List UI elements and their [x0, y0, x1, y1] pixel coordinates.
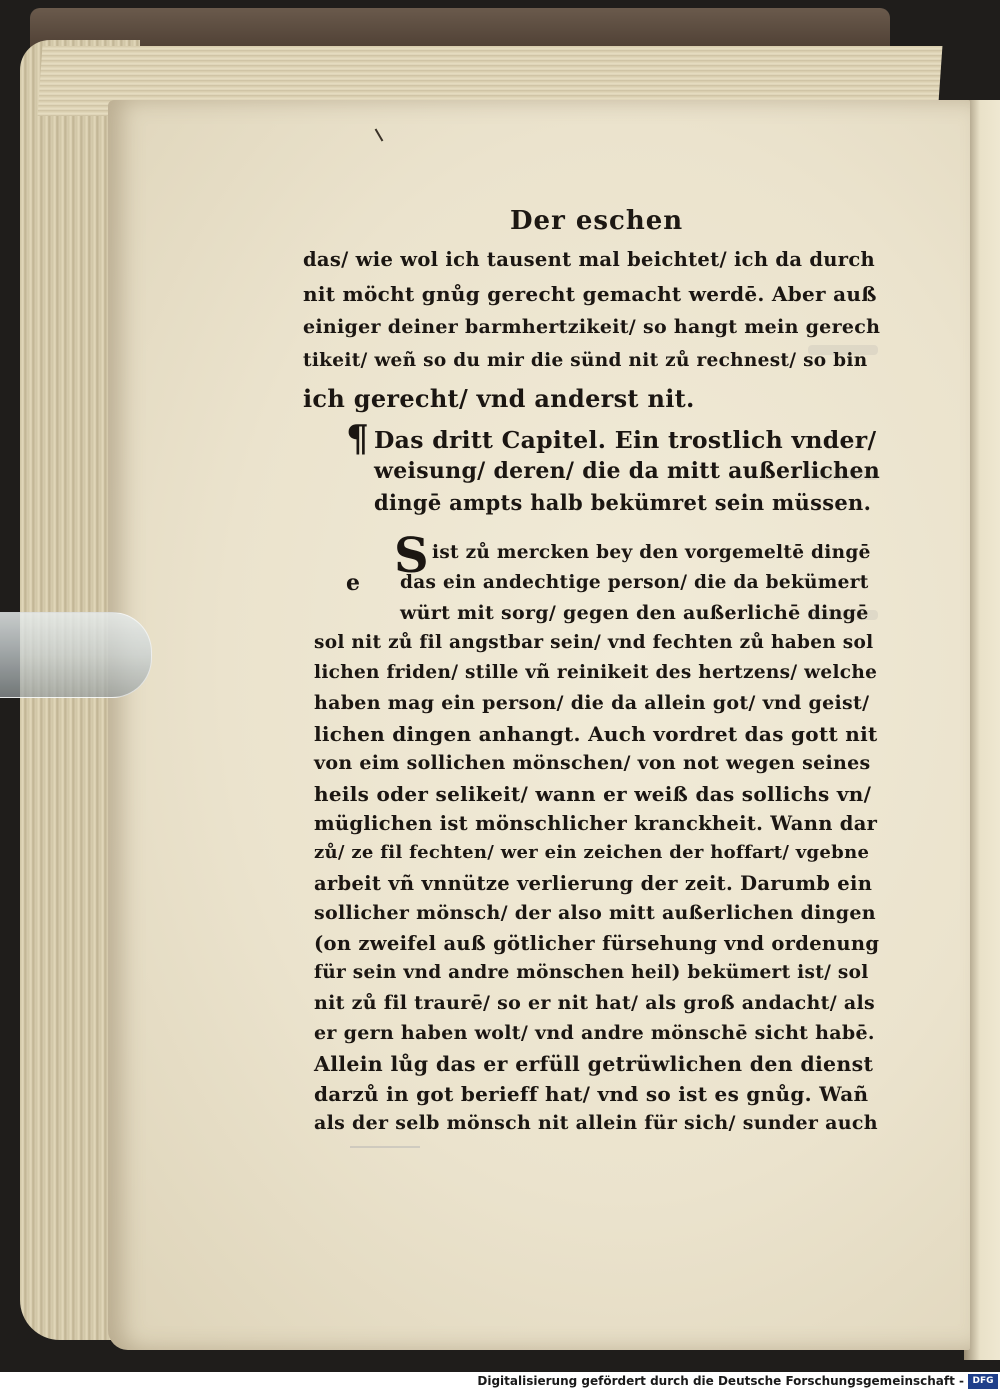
text-line: tikeit/ weñ so du mir die sünd nit zů rechnest/ so bin — [303, 350, 868, 371]
text-line: würt mit sorg/ gegen den außerlichē dingē — [400, 602, 869, 624]
text-line: haben mag ein person/ die da allein got/ vnd geist/ — [314, 692, 870, 714]
text-line: sollicher mönsch/ der also mitt außerlichen dingen — [314, 902, 876, 924]
text-line: nit möcht gnůg gerecht gemacht werdē. Aber auß — [303, 282, 877, 306]
text-line: lichen dingen anhangt. Auch vordret das gott nit — [314, 722, 878, 746]
page-holder-clip — [0, 612, 152, 698]
heading-line: Das dritt Capitel. Ein trostlich vnder/ — [374, 426, 877, 454]
text-line: das ein andechtige person/ die da bekümert — [400, 572, 869, 593]
text-line: er gern haben wolt/ vnd andre mönschē sicht habē. — [314, 1022, 875, 1044]
heading-line: dingē ampts halb bekümret sein müssen. — [374, 490, 872, 515]
text-line: einiger deiner barmhertzikeit/ so hangt mein gerech — [303, 316, 881, 338]
running-header: Der eschen — [510, 206, 684, 236]
chapter-mark: ¶ — [346, 418, 369, 460]
heading-line: weisung/ deren/ die da mitt außerlichen — [374, 458, 881, 484]
text-line: als der selb mönsch nit allein für sich/ sunder auch — [314, 1112, 878, 1134]
text-line: zů/ ze fil fechten/ wer ein zeichen der hoffart/ vgebne — [314, 842, 870, 863]
text-line: heils oder selikeit/ wann er weiß das sollichs vn/ — [314, 782, 872, 806]
initial-letter: S — [394, 528, 429, 584]
text-line: ich gerecht/ vnd anderst nit. — [303, 384, 695, 413]
text-line: für sein vnd andre mönschen heil) bekümert ist/ sol — [314, 962, 869, 983]
marginal-letter: e — [346, 570, 360, 596]
text-line: ist zů mercken bey den vorgemeltē dingē — [432, 542, 871, 563]
footer-bar — [0, 1372, 1000, 1392]
text-line: müglichen ist mönschlicher kranckheit. Wann dar — [314, 812, 878, 835]
dfg-logo: DFG — [968, 1374, 998, 1389]
text-line: Allein lůg das er erfüll getrüwlichen den dienst — [314, 1052, 874, 1076]
text-line: lichen friden/ stille vñ reinikeit des hertzens/ welche — [314, 662, 878, 683]
text-line: das/ wie wol ich tausent mal beichtet/ ich da durch — [303, 248, 876, 271]
text-line: sol nit zů fil angstbar sein/ vnd fechten zů haben sol — [314, 632, 874, 653]
text-line: nit zů fil traurē/ so er nit hat/ als groß andacht/ als — [314, 992, 876, 1014]
text-line: darzů in got berieff hat/ vnd so ist es gnůg. Wañ — [314, 1082, 869, 1106]
text-line: von eim sollichen mönschen/ von not wegen seines — [314, 752, 871, 774]
text-line: (on zweifel auß götlicher fürsehung vnd ordenung — [314, 932, 880, 955]
funding-credit: Digitalisierung gefördert durch die Deutsche Forschungsgemeinschaft - — [477, 1374, 964, 1388]
text-line: arbeit vñ vnnütze verlierung der zeit. Darumb ein — [314, 872, 873, 895]
